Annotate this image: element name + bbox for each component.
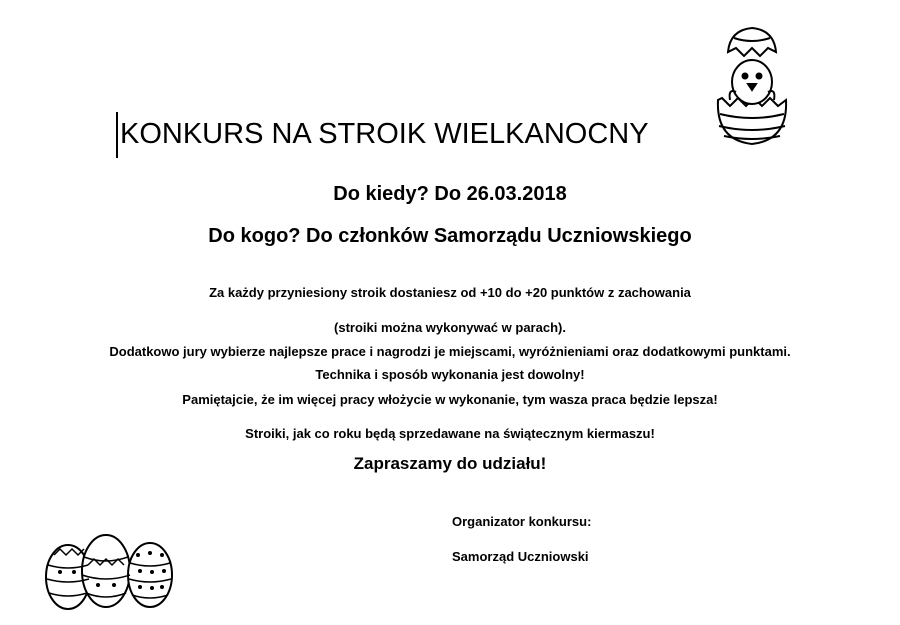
recipient-heading: Do kogo? Do członków Samorządu Uczniowskiego <box>208 225 692 247</box>
info-line-2: (stroiki można wykonywać w parach). <box>334 320 566 335</box>
info-line-3: Dodatkowo jury wybierze najlepsze prace i nagrodzi je miejscami, wyróżnieniami oraz dodatkowymi punktami. <box>109 344 791 359</box>
chick-in-egg-icon <box>708 22 796 150</box>
deadline-heading: Do kiedy? Do 26.03.2018 <box>333 183 567 205</box>
info-line-4: Technika i sposób wykonania jest dowolny! <box>315 367 585 382</box>
organizer-name: Samorząd Uczniowski <box>452 549 589 564</box>
info-line-1: Za każdy przyniesiony stroik dostaniesz od +10 do +20 punktów z zachowania <box>209 285 691 300</box>
invitation-text: Zapraszamy do udziału! <box>353 454 547 473</box>
info-line-5: Pamiętajcie, że im więcej pracy włożycie w wykonanie, tym wasza praca będzie lepsza! <box>182 392 718 407</box>
text-cursor <box>116 112 118 158</box>
info-line-6: Stroiki, jak co roku będą sprzedawane na świątecznym kiermaszu! <box>245 426 655 441</box>
poster-title: KONKURS NA STROIK WIELKANOCNY <box>120 118 649 150</box>
organizer-label: Organizator konkursu: <box>452 514 592 529</box>
easter-eggs-icon <box>40 515 180 615</box>
